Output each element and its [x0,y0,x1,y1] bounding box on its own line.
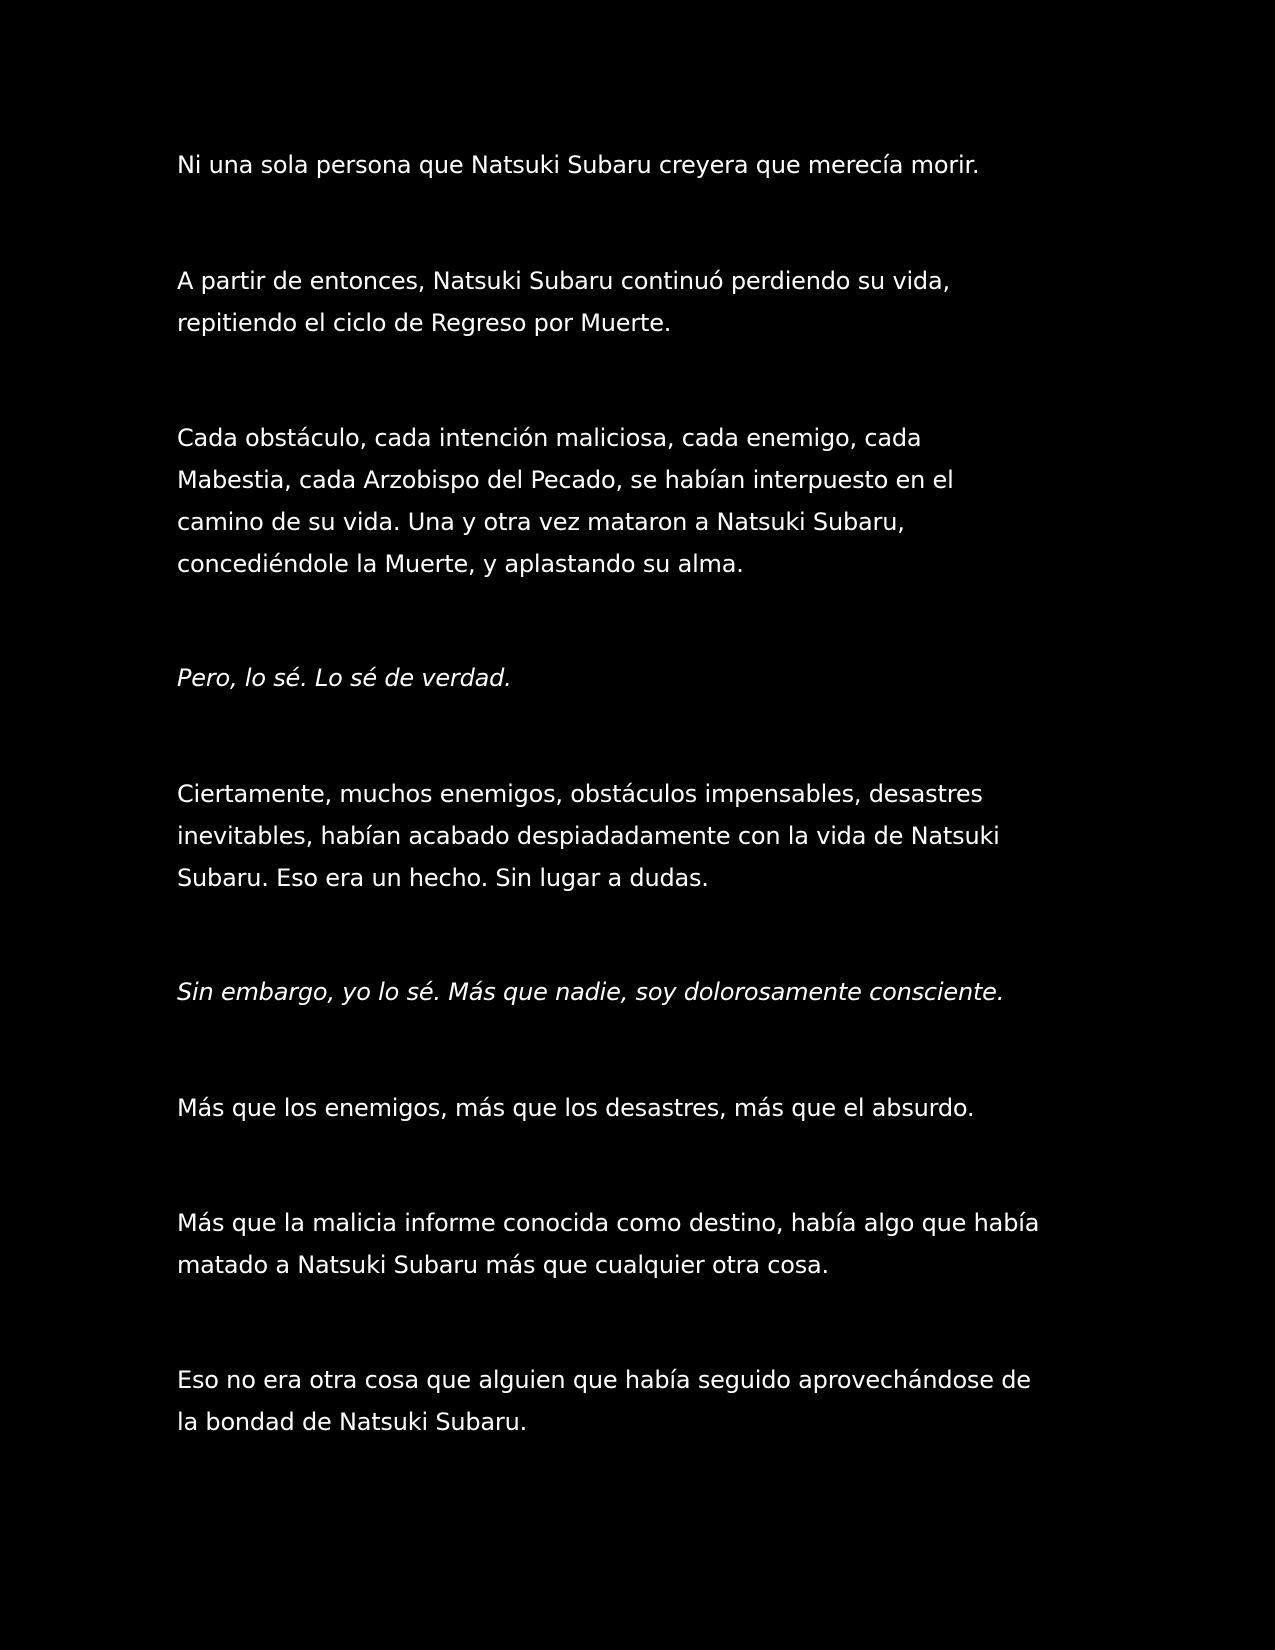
text-line: camino de su vida. Una y otra vez mataron a Natsuki Subaru, [177,508,905,536]
paragraph-2 [177,260,1107,344]
text-line: Pero, lo sé. Lo sé de verdad. [177,664,512,692]
paragraph-7 [177,1087,1107,1129]
text-line: inevitables, habían acabado despiadadamente con la vida de Natsuki [177,822,1000,850]
paragraph-1 [177,144,1107,186]
text-line: Subaru. Eso era un hecho. Sin lugar a dudas. [177,864,709,892]
text-line: Ciertamente, muchos enemigos, obstáculos impensables, desastres [177,780,983,808]
text-line: la bondad de Natsuki Subaru. [177,1408,528,1436]
text-line: concediéndole la Muerte, y aplastando su alma. [177,550,744,578]
paragraph-5 [177,773,1107,899]
text-line: Sin embargo, yo lo sé. Más que nadie, soy dolorosamente consciente. [177,978,1005,1006]
text-line: Cada obstáculo, cada intención maliciosa, cada enemigo, cada [177,424,922,452]
text-line: Mabestia, cada Arzobispo del Pecado, se habían interpuesto en el [177,466,954,494]
text-line: matado a Natsuki Subaru más que cualquier otra cosa. [177,1251,829,1279]
text-line: Ni una sola persona que Natsuki Subaru creyera que merecía morir. [177,151,980,179]
paragraph-4-italic [177,657,1107,699]
paragraph-9 [177,1359,1107,1443]
paragraph-3 [177,417,1107,585]
text-line: Más que la malicia informe conocida como destino, había algo que había [177,1209,1040,1237]
paragraph-8 [177,1202,1107,1286]
paragraph-6-italic [177,971,1107,1013]
text-line: Eso no era otra cosa que alguien que había seguido aprovechándose de [177,1366,1031,1394]
text-line: Más que los enemigos, más que los desastres, más que el absurdo. [177,1094,975,1122]
text-line: A partir de entonces, Natsuki Subaru continuó perdiendo su vida, [177,267,950,295]
text-line: repitiendo el ciclo de Regreso por Muerte. [177,309,672,337]
